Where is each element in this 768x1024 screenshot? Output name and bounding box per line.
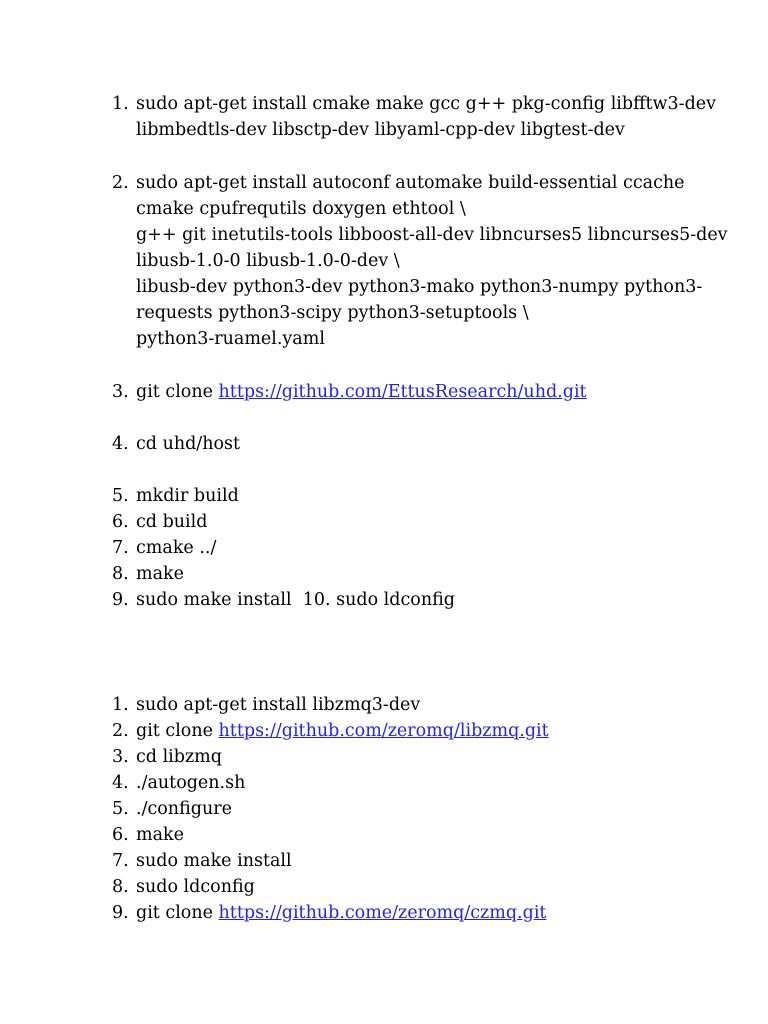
list-item-text: cmake cpufrequtils doxygen ethtool \ — [136, 199, 466, 219]
list-number: 9. — [112, 590, 129, 610]
list-number: 7. — [112, 538, 129, 558]
list-item-text: cmake ../ — [136, 538, 217, 558]
list-item-text: libusb-dev python3-dev python3-mako python3-numpy python3- — [136, 277, 703, 297]
list-number: 8. — [112, 877, 129, 897]
list-number: 7. — [112, 851, 129, 871]
list-item-text: cd uhd/host — [136, 434, 241, 454]
list-item-text: cd build — [136, 512, 208, 532]
list-item-text: python3-ruamel.yaml — [136, 329, 325, 349]
list-item-text: ./configure — [136, 799, 232, 819]
list-item-text: g++ git inetutils-tools libboost-all-dev libncurses5 libncurses5-dev — [136, 225, 728, 245]
list-item-text: sudo make install 10. sudo ldconfig — [136, 590, 455, 610]
list-item-text: git clone — [136, 382, 219, 402]
list-item-text: sudo apt-get install libzmq3-dev — [136, 695, 421, 715]
list-item-text: sudo apt-get install cmake make gcc g++ pkg-config libfftw3-dev — [136, 94, 717, 114]
list-number: 3. — [112, 747, 129, 767]
list-number: 4. — [112, 434, 129, 454]
list-item-text: cd libzmq — [136, 747, 222, 767]
list-item-text: git clone — [136, 721, 219, 741]
libzmq-repo-link[interactable]: https://github.com/zeromq/libzmq.git — [218, 721, 549, 741]
list-item-text: ./autogen.sh — [136, 773, 246, 793]
list-item-text: make — [136, 564, 184, 584]
list-number: 5. — [112, 486, 129, 506]
list-number: 5. — [112, 799, 129, 819]
list-number: 9. — [112, 903, 129, 923]
list-number: 1. — [112, 94, 129, 114]
list-item-text: libmbedtls-dev libsctp-dev libyaml-cpp-dev libgtest-dev — [136, 120, 625, 140]
list-number: 2. — [112, 173, 129, 193]
list-item-text: mkdir build — [136, 486, 239, 506]
list-item-text: sudo ldconfig — [136, 877, 255, 897]
czmq-repo-link[interactable]: https://github.come/zeromq/czmq.git — [218, 903, 547, 923]
list-item-text: requests python3-scipy python3-setuptools \ — [136, 303, 529, 323]
list-number: 6. — [112, 512, 129, 532]
list-number: 8. — [112, 564, 129, 584]
list-item-text: make — [136, 825, 184, 845]
uhd-repo-link[interactable]: https://github.com/EttusResearch/uhd.git — [218, 382, 587, 402]
list-item-text: sudo make install — [136, 851, 292, 871]
list-item-text: git clone — [136, 903, 219, 923]
list-number: 3. — [112, 382, 129, 402]
list-number: 4. — [112, 773, 129, 793]
list-number: 2. — [112, 721, 129, 741]
list-item-text: libusb-1.0-0 libusb-1.0-0-dev \ — [136, 251, 400, 271]
list-item-text: sudo apt-get install autoconf automake build-essential ccache — [136, 173, 685, 193]
list-number: 1. — [112, 695, 129, 715]
list-number: 6. — [112, 825, 129, 845]
